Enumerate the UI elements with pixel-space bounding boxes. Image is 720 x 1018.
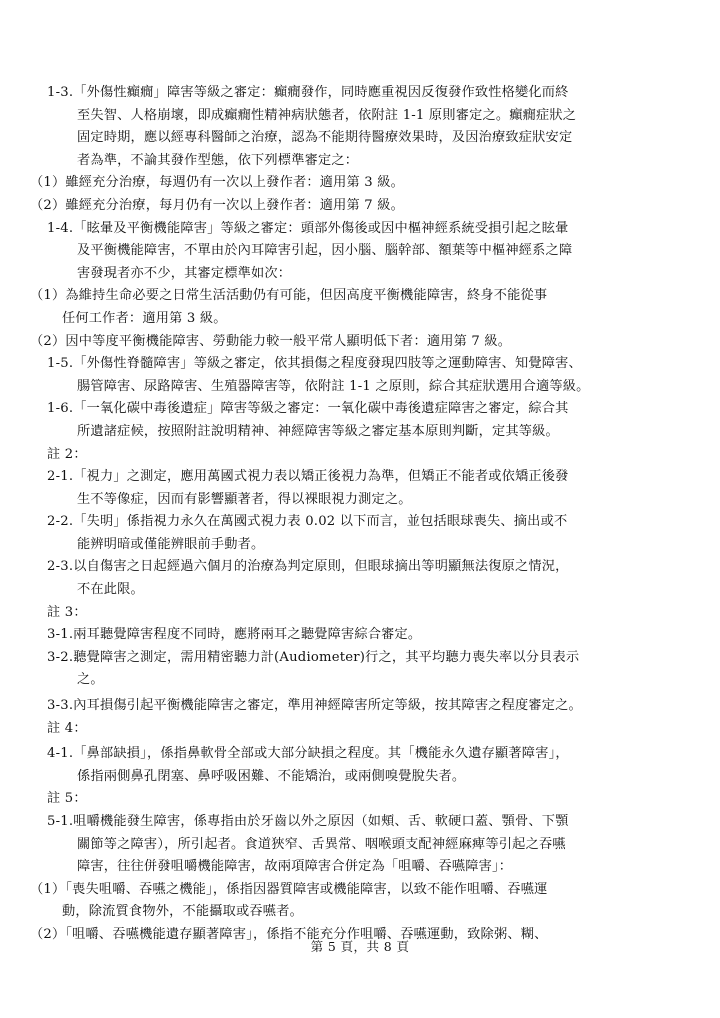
text-line: 固定時期，應以經專科醫師之治療，認為不能期待醫療效果時，及因治療致症狀安定: [77, 130, 573, 146]
text-line: 5-1.咀嚼機能發生障害，係專指由於牙齒以外之原因（如頰、舌、軟硬口蓋、顎骨、下顎: [47, 814, 569, 829]
text-line: 害發現者亦不少，其審定標準如次：: [77, 265, 292, 281]
text-line: （2）雖經充分治療，每月仍有一次以上發作者：適用第 7 級。: [30, 197, 405, 213]
text-line: 關節等之障害），所引起者。食道狹窄、舌異常、咽喉頭支配神經麻痺等引起之吞嚥: [77, 836, 566, 852]
text-line: 至失智、人格崩壞，即成癲癇性精神病狀態者，依附註 1-1 原則審定之。癲癇症狀之: [77, 107, 577, 123]
note-heading: 註 5：: [47, 791, 87, 807]
text-line: 4-1.「鼻部缺損」，係指鼻軟骨全部或大部分缺損之程度。其「機能永久遺存顯著障害」，: [47, 746, 569, 762]
note-heading: 註 4：: [47, 720, 87, 736]
page-number-footer: 第 5 頁，共 8 頁: [310, 939, 410, 954]
text-line: 所遺諸症候，按照附註說明精神、神經障害等級之審定基本原則判斷，定其等級。: [77, 423, 559, 439]
text-line: 2-1.「視力」之測定，應用萬國式視力表以矯正後視力為準，但矯正不能者或依矯正後發: [47, 469, 569, 485]
note-heading: 註 3：: [47, 604, 87, 620]
text-line: （1）為維持生命必要之日常生活活動仍有可能，但因高度平衡機能障害，終身不能從事: [30, 288, 548, 304]
text-line: 1-5.「外傷性脊髓障害」等級之審定，依其損傷之程度發現四肢等之運動障害、知覺障害、: [47, 356, 582, 372]
text-line: 能辨明暗或僅能辨眼前手動者。: [77, 536, 265, 552]
note-heading: 註 2：: [47, 446, 87, 462]
text-line: 係指兩側鼻孔閉塞、鼻呼吸困難、不能矯治，或兩側嗅覺脫失者。: [77, 768, 466, 784]
text-line: （2）因中等度平衡機能障害、勞動能力較一般平常人顯明低下者：適用第 7 級。: [30, 333, 512, 349]
text-line: 腸管障害、尿路障害、生殖器障害等，依附註 1-1 之原則，綜合其症狀選用合適等級。: [77, 378, 590, 394]
text-line: 3-3.內耳損傷引起平衡機能障害之審定，準用神經障害所定等級，按其障害之程度審定之。: [47, 698, 582, 714]
text-line: 2-2.「失明」係指視力永久在萬國式視力表 0.02 以下而言，並包括眼球喪失、摘出或不: [47, 514, 568, 530]
text-line: 及平衡機能障害，不單由於內耳障害引起，因小腦、腦幹部、額葉等中樞神經系之障: [77, 243, 573, 259]
text-line: 之。: [77, 672, 104, 688]
text-line: 任何工作者：適用第 3 級。: [62, 310, 227, 326]
text-line: 1-6.「一氧化碳中毒後遺症」障害等級之審定：一氧化碳中毒後遺症障害之審定，綜合其: [47, 401, 569, 417]
text-line: 2-3.以自傷害之日起經過六個月的治療為判定原則，但眼球摘出等明顯無法復原之情況，: [47, 559, 569, 575]
text-line: （1）「喪失咀嚼、吞嚥之機能」，係指因器質障害或機能障害，以致不能作咀嚼、吞嚥運: [30, 881, 548, 897]
page-body: [0, 82, 720, 947]
text-line: 1-4.「眩暈及平衡機能障害」等級之審定：頭部外傷後或因中樞神經系統受損引起之眩暈: [47, 220, 569, 236]
text-line: 生不等像症，因而有影響顯著者，得以裸眼視力測定之。: [77, 491, 412, 507]
text-line: 1-3.「外傷性癲癇」障害等級之審定：癲癇發作，同時應重視因反復發作致性格變化而終: [47, 85, 569, 100]
text-line: 3-1.兩耳聽覺障害程度不同時，應將兩耳之聽覺障害綜合審定。: [47, 627, 422, 643]
text-line: （2）「咀嚼、吞嚥機能遺存顯著障害」，係指不能充分作咀嚼、吞嚥運動，致除粥、糊、: [30, 926, 548, 942]
text-line: （1）雖經充分治療，每週仍有一次以上發作者：適用第 3 級。: [30, 175, 405, 191]
text-line: 動，除流質食物外，不能攝取或吞嚥者。: [62, 904, 303, 920]
text-line: 不在此限。: [77, 582, 144, 598]
text-line: 障害，往往併發咀嚼機能障害，故兩項障害合併定為「咀嚼、吞嚥障害」：: [77, 859, 513, 875]
text-line: 3-2.聽覺障害之測定，需用精密聽力計(Audiometer)行之，其平均聽力喪失率以分貝表示: [47, 649, 580, 665]
text-line: 者為準，不論其發作型態，依下列標準審定之：: [77, 152, 359, 168]
